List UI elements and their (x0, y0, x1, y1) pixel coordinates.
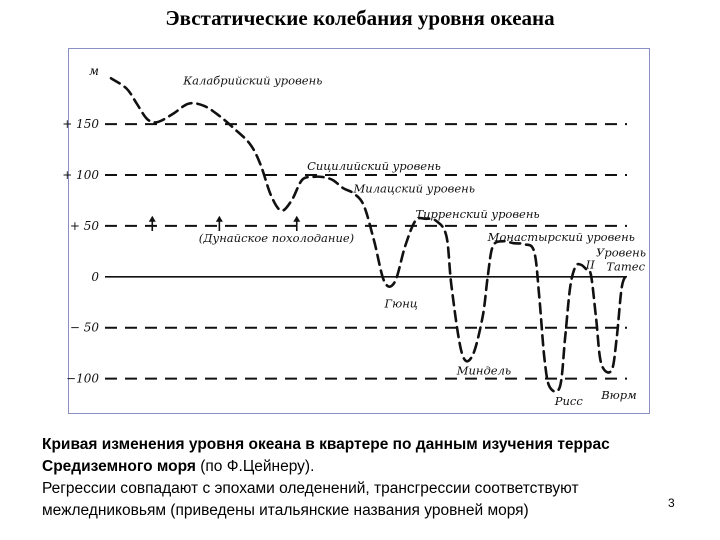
caption (42, 434, 712, 522)
caption-line-2-bold: Средиземного моря (42, 458, 196, 475)
curve-annotation: Монастырский уровень (487, 230, 635, 245)
curve-annotation: Вюрм (601, 388, 637, 402)
up-arrows (149, 216, 300, 231)
caption-line-3: Регрессии совпадают с эпохами оледенений, трансгрессии соответствуют (42, 480, 579, 497)
curve-annotation: Рисс (554, 394, 583, 409)
chart-svg (62, 49, 649, 413)
curve-annotation: Миндель (456, 363, 512, 378)
y-tick-label: + 50 (69, 218, 99, 233)
curve-annotation: Сицилийский уровень (307, 158, 441, 173)
up-arrow-head (149, 216, 156, 222)
caption-line-2 (42, 456, 712, 478)
y-tick-label: + 100 (62, 168, 99, 182)
y-tick-label: − 50 (69, 320, 99, 335)
y-axis-unit-label: м (89, 64, 99, 78)
caption-line-4: межледниковьям (приведены итальянские названия уровней моря) (42, 502, 529, 519)
curve-annotation: Милацский уровень (353, 181, 475, 196)
caption-line-2-rest: (по Ф.Цейнеру). (195, 458, 315, 475)
sea-level-chart (62, 48, 650, 414)
curve-annotation: Татес (606, 259, 646, 274)
y-tick-label: −100 (66, 371, 99, 386)
curve-annotation: (Дунайское похолодание) (198, 231, 355, 246)
up-arrow-head (293, 216, 300, 222)
y-tick-labels (62, 117, 99, 386)
curve-annotation: II (585, 257, 595, 272)
curve-annotation: Гюнц (384, 296, 418, 311)
curve-annotation: Уровень (596, 245, 646, 260)
up-arrow-head (216, 216, 223, 222)
y-tick-label: 0 (91, 269, 99, 284)
page-number: 3 (668, 496, 675, 510)
slide-title: Эвстатические колебания уровня океана (165, 6, 555, 30)
curve-annotation: Калабрийский уровень (183, 73, 323, 88)
caption-line-1: Кривая изменения уровня океана в квартере по данным изучения террас (42, 436, 610, 453)
curve-annotation: Тирренский уровень (415, 206, 540, 221)
y-tick-label: + 150 (62, 117, 99, 132)
